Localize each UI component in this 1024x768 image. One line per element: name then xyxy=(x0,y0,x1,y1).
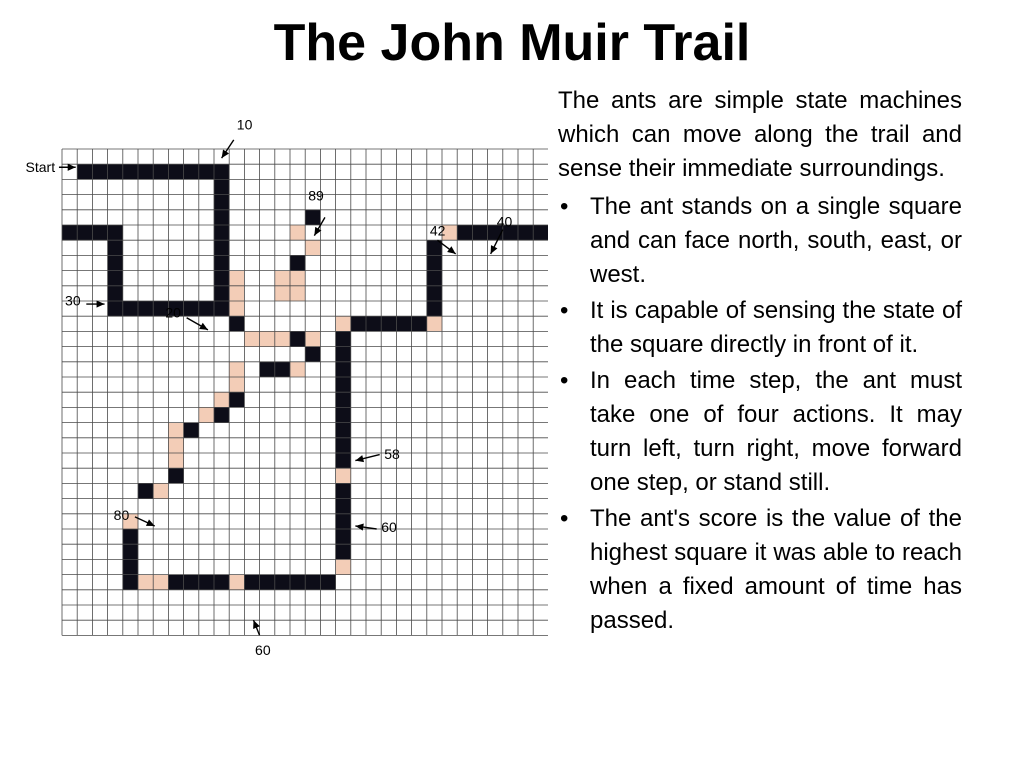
gap-cell xyxy=(229,362,244,377)
bullet-item xyxy=(558,502,962,638)
step-label: 30 xyxy=(65,292,81,309)
bullet-list xyxy=(558,190,962,638)
trail-cell xyxy=(123,301,138,316)
trail-cell xyxy=(366,316,381,331)
bullet-item xyxy=(558,190,962,292)
trail-cell xyxy=(229,316,244,331)
gap-cell xyxy=(153,575,168,590)
trail-cell xyxy=(518,225,533,240)
trail-cell xyxy=(77,164,92,179)
trail-cell xyxy=(427,255,442,270)
trail-cell xyxy=(138,301,153,316)
trail-cell xyxy=(153,164,168,179)
gap-cell xyxy=(168,438,183,453)
trail-cell xyxy=(336,544,351,559)
trail-cell xyxy=(290,255,305,270)
trail-cell xyxy=(168,164,183,179)
trail-cell xyxy=(427,301,442,316)
trail-cell xyxy=(184,301,199,316)
gap-cell xyxy=(138,575,153,590)
trail-cell xyxy=(168,575,183,590)
trail-cell xyxy=(138,164,153,179)
gap-cell xyxy=(275,271,290,286)
trail-cell xyxy=(275,575,290,590)
gap-cell xyxy=(336,559,351,574)
trail-cell xyxy=(184,423,199,438)
trail-cell xyxy=(199,301,214,316)
trail-cell xyxy=(305,347,320,362)
trail-cell xyxy=(108,225,123,240)
trail-cell xyxy=(108,255,123,270)
trail-cell xyxy=(214,225,229,240)
trail-cell xyxy=(123,575,138,590)
john-muir-trail-grid xyxy=(24,118,548,663)
trail-cell xyxy=(336,331,351,346)
step-label: 80 xyxy=(113,506,130,523)
bullet-text: The ant's score is the value of the highest square it was able to reach when a fixed amount of time has passed. xyxy=(590,505,962,634)
trail-cell xyxy=(260,362,275,377)
trail-cell xyxy=(214,301,229,316)
trail-cell xyxy=(336,529,351,544)
trail-cell xyxy=(123,544,138,559)
trail-cell xyxy=(184,575,199,590)
gap-cell xyxy=(290,271,305,286)
trail-cell xyxy=(199,164,214,179)
gap-cell xyxy=(290,362,305,377)
bullet-text: The ant stands on a single square and can face north, south, east, or west. xyxy=(590,193,962,288)
trail-cell xyxy=(108,286,123,301)
step-label: 60 xyxy=(255,642,271,659)
gap-cell xyxy=(336,468,351,483)
gap-cell xyxy=(168,423,183,438)
bullet-marker: • xyxy=(560,505,569,532)
trail-cell xyxy=(123,164,138,179)
bullet-item xyxy=(558,364,962,500)
step-label: 58 xyxy=(384,446,400,463)
trail-cell xyxy=(214,164,229,179)
trail-cell xyxy=(336,392,351,407)
trail-cell xyxy=(351,316,366,331)
trail-cell xyxy=(396,316,411,331)
trail-cell xyxy=(336,514,351,529)
gap-cell xyxy=(229,301,244,316)
trail-cell xyxy=(336,362,351,377)
gap-cell xyxy=(336,316,351,331)
trail-cell xyxy=(138,483,153,498)
gap-cell xyxy=(305,240,320,255)
trail-cell xyxy=(214,179,229,194)
trail-cell xyxy=(533,225,548,240)
bullet-marker: • xyxy=(560,193,569,220)
gap-cell xyxy=(305,331,320,346)
gap-cell xyxy=(229,575,244,590)
step-label: 60 xyxy=(381,519,397,536)
gap-cell xyxy=(290,225,305,240)
trail-cell xyxy=(214,210,229,225)
trail-cell xyxy=(214,195,229,210)
step-label: 40 xyxy=(496,213,513,230)
trail-cell xyxy=(229,392,244,407)
trail-cell xyxy=(92,225,107,240)
trail-cell xyxy=(290,575,305,590)
trail-cell xyxy=(260,575,275,590)
trail-cell xyxy=(290,331,305,346)
trail-cell xyxy=(123,529,138,544)
trail-cell xyxy=(108,240,123,255)
text-column xyxy=(558,84,962,640)
gap-cell xyxy=(275,331,290,346)
bullet-item xyxy=(558,294,962,362)
bullet-marker: • xyxy=(560,297,569,324)
trail-cell xyxy=(168,468,183,483)
trail-cell xyxy=(92,164,107,179)
step-label: 10 xyxy=(236,118,253,133)
trail-cell xyxy=(427,286,442,301)
trail-cell xyxy=(214,407,229,422)
trail-cell xyxy=(457,225,472,240)
trail-cell xyxy=(412,316,427,331)
gap-cell xyxy=(244,331,259,346)
trail-cell xyxy=(381,316,396,331)
trail-cell xyxy=(336,483,351,498)
trail-cell xyxy=(336,407,351,422)
bullet-text: In each time step, the ant must take one of four actions. It may turn left, turn right, move forward one step, or stand still. xyxy=(590,367,962,496)
trail-cell xyxy=(214,271,229,286)
trail-cell xyxy=(214,575,229,590)
gap-cell xyxy=(168,453,183,468)
trail-cell xyxy=(336,438,351,453)
bullet-text: It is capable of sensing the state of the square directly in front of it. xyxy=(590,297,962,358)
trail-cell xyxy=(214,240,229,255)
gap-cell xyxy=(153,483,168,498)
trail-cell xyxy=(108,271,123,286)
trail-cell xyxy=(123,559,138,574)
step-label: 20 xyxy=(165,304,181,321)
step-label: Start xyxy=(25,158,56,175)
slide-title: The John Muir Trail xyxy=(273,14,751,72)
trail-cell xyxy=(184,164,199,179)
trail-cell xyxy=(336,347,351,362)
trail-cell xyxy=(336,377,351,392)
bullet-marker: • xyxy=(560,367,569,394)
trail-cell xyxy=(427,271,442,286)
intro-paragraph: The ants are simple state machines which can move along the trail and sense their immediate surroundings. xyxy=(558,87,962,182)
gap-cell xyxy=(229,271,244,286)
trail-cell xyxy=(305,210,320,225)
step-label: 42 xyxy=(429,222,446,239)
gap-cell xyxy=(199,407,214,422)
gap-cell xyxy=(427,316,442,331)
trail-cell xyxy=(305,575,320,590)
trail-cell xyxy=(336,499,351,514)
step-label: 89 xyxy=(308,187,324,204)
trail-cell xyxy=(336,423,351,438)
trail-cell xyxy=(77,225,92,240)
gap-cell xyxy=(275,286,290,301)
trail-cell xyxy=(214,286,229,301)
trail-cell xyxy=(62,225,77,240)
trail-cell xyxy=(275,362,290,377)
trail-cell xyxy=(320,575,335,590)
gap-cell xyxy=(260,331,275,346)
trail-cell xyxy=(214,255,229,270)
trail-cell xyxy=(336,453,351,468)
trail-cell xyxy=(472,225,487,240)
gap-cell xyxy=(229,286,244,301)
trail-cell xyxy=(199,575,214,590)
trail-cell xyxy=(108,164,123,179)
trail-cell xyxy=(108,301,123,316)
trail-cell xyxy=(244,575,259,590)
gap-cell xyxy=(214,392,229,407)
gap-cell xyxy=(229,377,244,392)
gap-cell xyxy=(290,286,305,301)
